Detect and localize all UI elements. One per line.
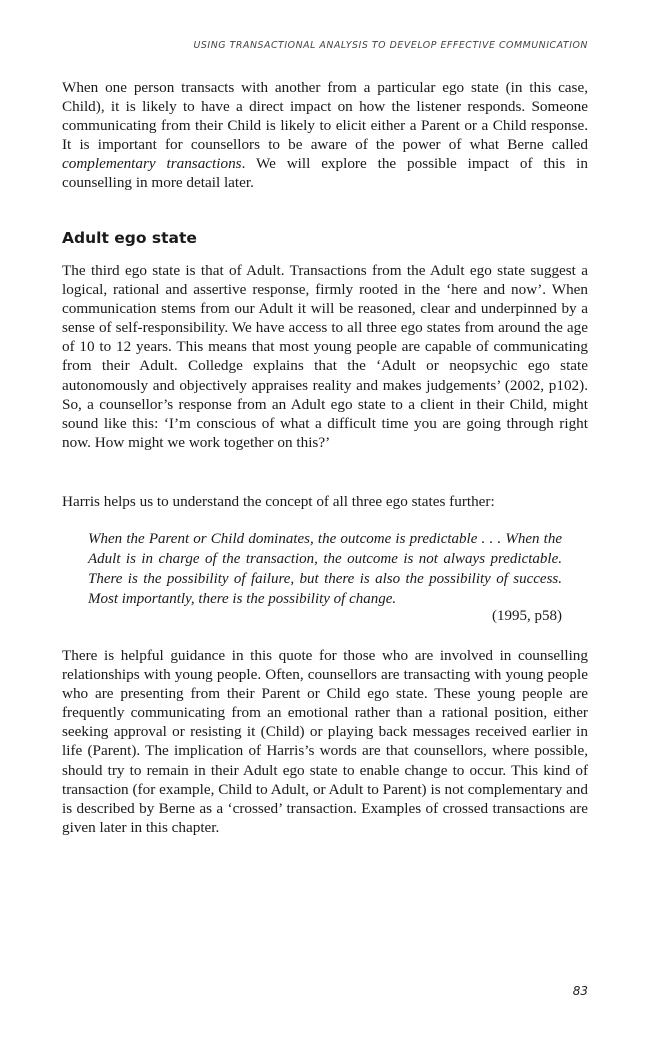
paragraph-complementary-transactions xyxy=(62,78,588,193)
paragraph-harris-intro: Harris helps us to understand the concept of all three ego states further: xyxy=(62,493,495,510)
paragraph-adult-ego-state: The third ego state is that of Adult. Transactions from the Adult ego state suggest a logical, rational and assertive response, firmly rooted in the ‘here and now’. When communication stems from our Adult it will be reasoned, clear and underpinned by a sense of self-responsibility. We have access to all three ego states from around the age of 10 to 12 years. This means that most young people are capable of communicating from their Adult. Colledge explains that the ‘Adult or neopsychic ego state autonomously and objectively appraises reality and makes judgements’ (2002, p102). So, a counsellor’s response from an Adult ego state to a client in their Child, might sound like this: ‘I’m conscious of what a difficult time you are going through right now. How might we work together on this?’ xyxy=(62,262,588,451)
running-head: USING TRANSACTIONAL ANALYSIS TO DEVELOP EFFECTIVE COMMUNICATION xyxy=(193,40,588,51)
paragraph-1-text-b: . We will explore the possible impact of this in counselling in more detail later. xyxy=(62,155,588,192)
paragraph-crossed-transactions: There is helpful guidance in this quote for those who are involved in counselling relationships with young people. Often, counsellors are transacting with young people who are presenting from their Parent or Child ego state. These young people are frequently communicating from an emotional rather than a rational position, either seeking approval or resisting it (Child) or playing back messages received earlier in life (Parent). The implication of Harris’s words are that counsellors, where possible, should try to remain in their Adult ego state to enable change to occur. This kind of transaction (for example, Child to Adult, or Adult to Parent) is not complementary and is described by Berne as a ‘crossed’ transaction. Examples of crossed transactions are given later in this chapter. xyxy=(62,647,588,836)
section-heading: Adult ego state xyxy=(62,229,197,247)
page-number: 83 xyxy=(572,984,588,998)
paragraph-1-text-a: When one person transacts with another from a particular ego state (in this case, Child), it is likely to have a direct impact on how the listener responds. Someone communicating from their Child is likely to elicit either a Parent or a Child response. It is important for counsellors to be aware of the power of what Berne called xyxy=(62,79,588,154)
block-quote: When the Parent or Child dominates, the outcome is predictable . . . When the Adult is in charge of the transaction, the outcome is not always predictable. There is the possibility of failure, but there is also the possibility of success. Most importantly, there is the possibility of change. xyxy=(88,531,562,607)
paragraph-1-emphasis: complementary transactions xyxy=(62,155,242,173)
quote-citation: (1995, p58) xyxy=(492,608,562,624)
